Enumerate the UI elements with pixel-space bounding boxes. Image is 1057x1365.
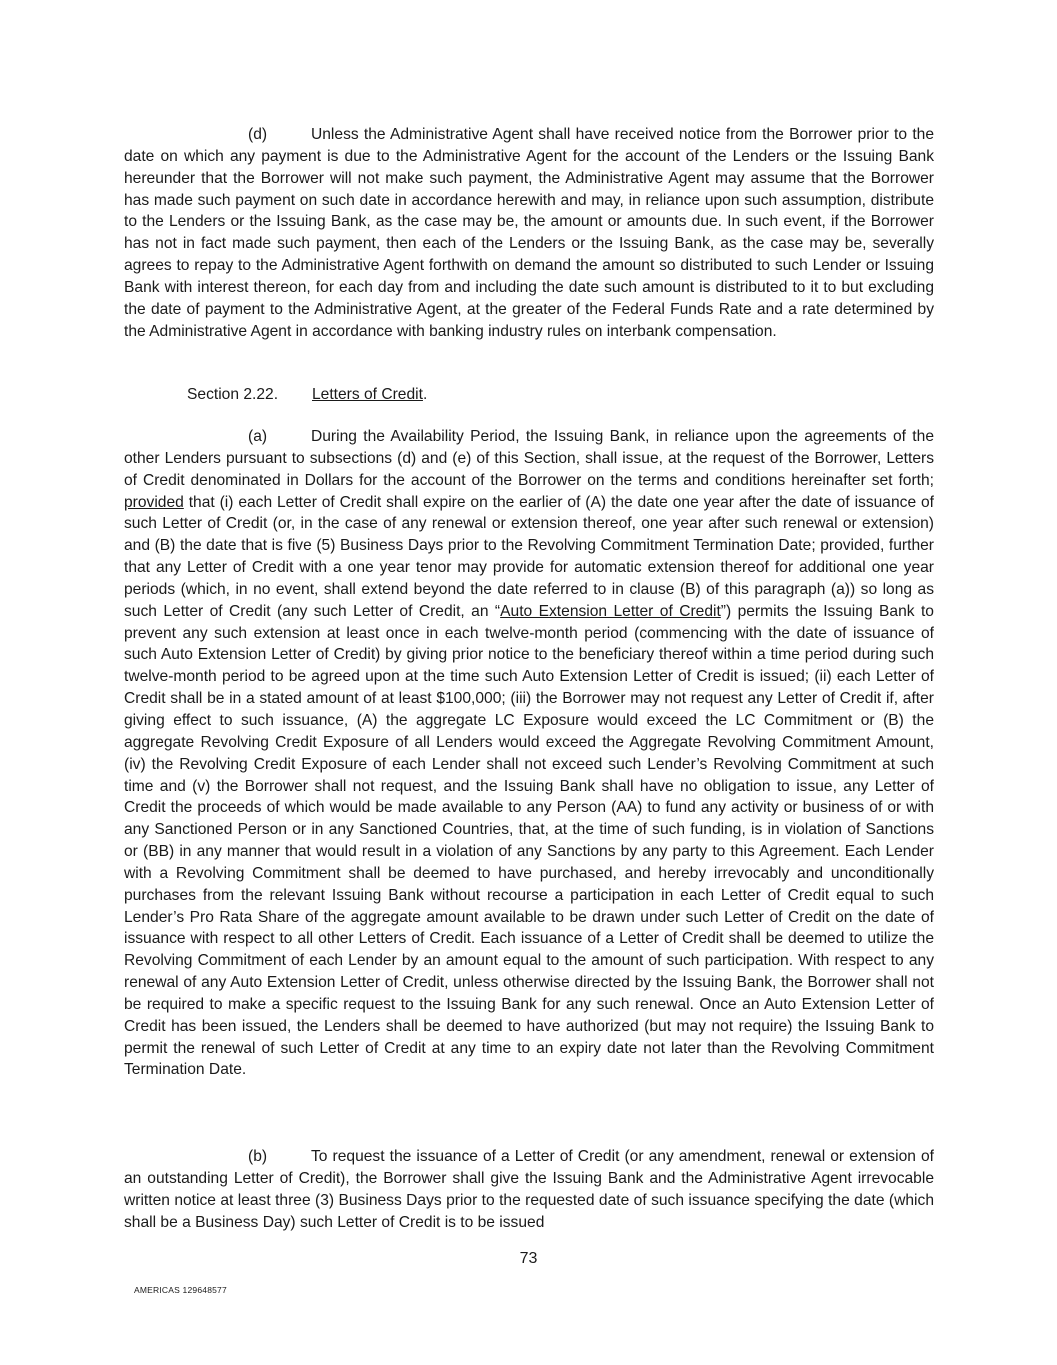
section-title-period: . bbox=[422, 386, 428, 403]
document-footer-id: AMERICAS 129648577 bbox=[134, 1285, 227, 1295]
section-heading bbox=[187, 384, 427, 406]
section-title: Letters of Credit bbox=[312, 386, 423, 403]
paragraph-d-label: (d) bbox=[248, 126, 268, 143]
section-number: Section 2.22. bbox=[187, 386, 279, 403]
paragraph-a-text-1: During the Availability Period, the Issuing Bank, in reliance upon the agreements of the other Lenders pursuant to subsections (d) and (e) of this Section, shall issue, at the request of the Borrower, Letters of Credit denominated in Dollars for the account of the Borrower on the terms and conditions hereinafter set forth; bbox=[124, 428, 934, 489]
paragraph-b-label: (b) bbox=[248, 1148, 268, 1165]
paragraph-b bbox=[124, 1146, 934, 1233]
defined-term-auto-extension: Auto Extension Letter of Credit bbox=[500, 602, 721, 620]
paragraph-a bbox=[124, 426, 934, 1081]
paragraph-b-text: To request the issuance of a Letter of Credit (or any amendment, renewal or extension of an outstanding Letter of Credit), the Borrower shall give the Issuing Bank and the Administrative Agent irrevocable written notice at least three (3) Business Days prior to the requested date of such issuance specifying the date (which shall be a Business Day) such Letter of Credit is to be issued bbox=[124, 1148, 934, 1231]
paragraph-a-label: (a) bbox=[248, 428, 268, 445]
paragraph-d-text: Unless the Administrative Agent shall have received notice from the Borrower prior to the date on which any payment is due to the Administrative Agent for the account of the Lenders or the Issuing Bank hereunder that the Borrower will not make such payment, the Administrative Agent may assume that the Borrower has made such payment on such date in accordance herewith and may, in reliance upon such assumption, distribute to the Lenders or the Issuing Bank, as the case may be, the amount or amounts due. In such event, if the Borrower has not in fact made such payment, then each of the Lenders or the Issuing Bank, as the case may be, severally agrees to repay to the Administrative Agent forthwith on demand the amount so distributed to such Lender or Issuing Bank with interest thereon, for each day from and including the date such amount is distributed to it to but excluding the date of payment to the Administrative Agent, at the greater of the Federal Funds Rate and a rate determined by the Administrative Agent in accordance with banking industry rules on interbank compensation. bbox=[124, 126, 934, 340]
paragraph-a-text-3: ”) permits the Issuing Bank to prevent any such extension at least once in each twelve-month period (commencing with the date of issuance of such Auto Extension Letter of Credit) by giving prior notice to the beneficiary thereof within a time period during such twelve-month period to be agreed upon at the time such Auto Extension Letter of Credit is issued; (ii) each Letter of Credit shall be in a stated amount of at least $100,000; (iii) the Borrower may not request any Letter of Credit if, after giving effect to such issuance, (A) the aggregate LC Exposure would exceed the LC Commitment or (B) the aggregate Revolving Credit Exposure of all Lenders would exceed the Aggregate Revolving Commitment Amount, (iv) the Revolving Credit Exposure of each Lender shall not exceed such Lender’s Revolving Commitment at such time and (v) the Borrower shall not request, and the Issuing Bank shall have no obligation to issue, any Letter of Credit the proceeds of which would be made available to any Person (AA) to fund any activity or business of or with any Sanctioned Person or in any Sanctioned Countries, that, at the time of such funding, is in violation of Sanctions or (BB) in any manner that would result in a violation of any Sanctions by any party to this Agreement. Each Lender with a Revolving Commitment shall be deemed to have purchased, and hereby irrevocably and unconditionally purchases from the relevant Issuing Bank without recourse a participation in each Letter of Credit equal to such Lender’s Pro Rata Share of the aggregate amount available to be drawn under such Letter of Credit on the date of issuance with respect to all other Letters of Credit. Each issuance of a Letter of Credit shall be deemed to utilize the Revolving Commitment of each Lender by an amount equal to the amount of such participation. With respect to any renewal of any Auto Extension Letter of Credit, unless otherwise directed by the Issuing Bank, the Borrower shall not be required to make a specific request to the Issuing Bank for any such renewal. Once an Auto Extension Letter of Credit has been issued, the Lenders shall be deemed to have authorized (but may not require) the Issuing Bank to permit the renewal of such Letter of Credit at any time to an expiry date not later than the Revolving Commitment Termination Date. bbox=[124, 602, 934, 1079]
paragraph-d bbox=[124, 124, 934, 342]
provided-term: provided bbox=[124, 493, 184, 511]
page-number: 73 bbox=[519, 1250, 538, 1267]
paragraph-a-text-2: that (i) each Letter of Credit shall expire on the earlier of (A) the date one year after the date of issuance of such Letter of Credit (or, in the case of any renewal or extension thereof, one year after such renewal or extension) and (B) the date that is five (5) Business Days prior to the Revolving Commitment Termination Date; provided, further that any Letter of Credit with a one year tenor may provide for automatic extension thereof for additional one year periods (which, in no event, shall extend beyond the date referred to in clause (B) of this paragraph (a)) so long as such Letter of Credit (any such Letter of Credit, an “ bbox=[124, 493, 934, 620]
